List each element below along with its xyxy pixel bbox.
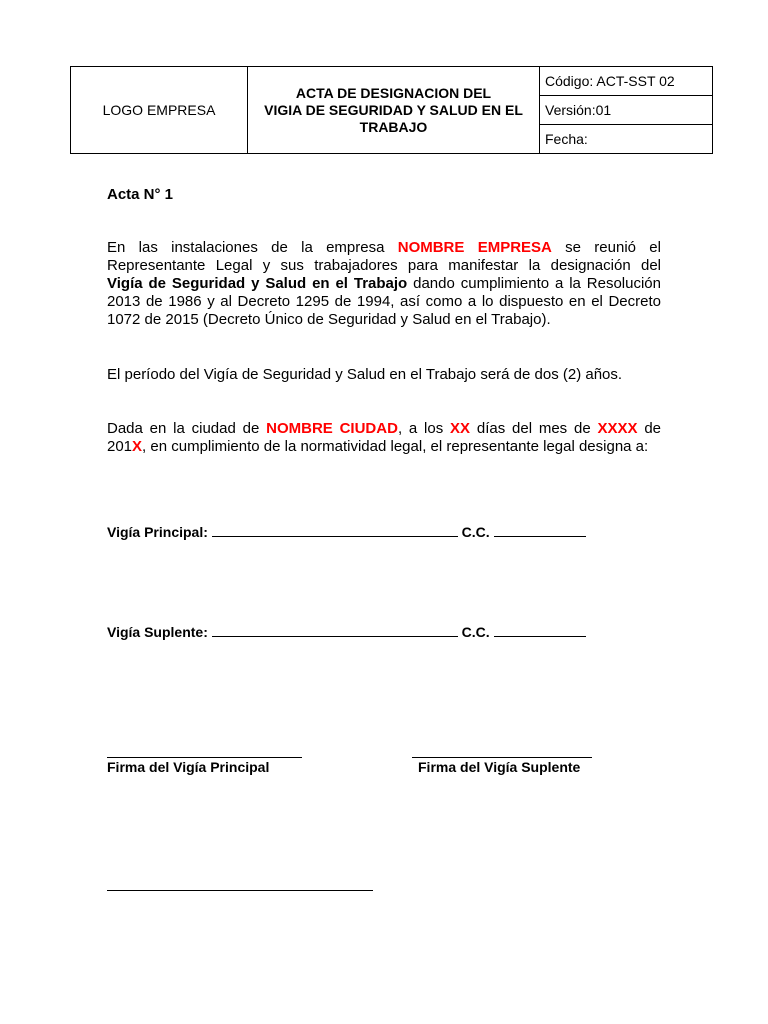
- text-segment: , en cumplimiento de la normatividad legal, el representante legal designa a:: [142, 438, 649, 455]
- firma-principal-line[interactable]: [107, 757, 302, 758]
- vigia-principal-label: Vigía Principal:: [107, 524, 208, 540]
- vigia-suplente-cc-blank[interactable]: [494, 624, 586, 637]
- paragraph-date-line-1: [107, 420, 661, 438]
- text-segment: días del mes de: [476, 420, 591, 437]
- paragraph-intro: [107, 239, 661, 329]
- representante-signature-line[interactable]: [107, 890, 373, 891]
- text-segment: , a los: [397, 420, 444, 437]
- paragraph-period: El período del Vigía de Seguridad y Salud en el Trabajo será de dos (2) años.: [107, 366, 623, 383]
- year-placeholder: X: [132, 438, 143, 455]
- fecha-text: Fecha:: [545, 131, 588, 147]
- text-segment: se reunió el: [565, 239, 661, 256]
- paragraph-date: [107, 420, 661, 456]
- document-title: [248, 67, 540, 154]
- title-line-3: TRABAJO: [359, 118, 428, 135]
- acta-number: Acta N° 1: [107, 186, 174, 203]
- text-segment: de: [644, 420, 662, 437]
- version-text: Versión:01: [545, 102, 612, 118]
- header-table: [70, 66, 713, 154]
- paragraph-intro-line-1: [107, 239, 661, 257]
- version-cell: [540, 96, 713, 125]
- logo-text: LOGO EMPRESA: [102, 102, 216, 118]
- text-segment: dando cumplimiento a la Resolución: [413, 275, 661, 292]
- text-segment: Dada en la ciudad de: [107, 420, 260, 437]
- text-segment: En las instalaciones de la empresa: [107, 239, 385, 256]
- codigo-cell: [540, 67, 713, 96]
- fecha-cell: [540, 125, 713, 154]
- firma-principal-label: Firma del Vigía Principal: [107, 759, 270, 775]
- cc-label: C.C.: [461, 624, 490, 640]
- paragraph-intro-line-5: 1072 de 2015 (Decreto Único de Seguridad y Salud en el Trabajo).: [107, 311, 551, 328]
- cc-label: C.C.: [461, 524, 490, 540]
- vigia-principal-cc-blank[interactable]: [494, 524, 586, 537]
- codigo-text: Código: ACT-SST 02: [545, 73, 675, 89]
- paragraph-intro-line-4: 2013 de 1986 y al Decreto 1295 de 1994, así como a lo dispuesto en el Decreto: [107, 293, 661, 310]
- paragraph-intro-line-3: [107, 275, 661, 293]
- vigia-principal-name-blank[interactable]: [212, 524, 458, 537]
- days-placeholder: XX: [450, 420, 471, 437]
- month-placeholder: XXXX: [597, 420, 638, 437]
- paragraph-intro-line-2: Representante Legal y sus trabajadores para manifestar la designación del: [107, 257, 661, 274]
- title-line-2: VIGIA DE SEGURIDAD Y SALUD EN EL: [264, 101, 523, 118]
- vigia-suplente-label: Vigía Suplente:: [107, 624, 208, 640]
- title-line-1: ACTA DE DESIGNACION DEL: [295, 84, 492, 101]
- logo-placeholder: [71, 67, 248, 154]
- paragraph-date-line-2: [107, 438, 661, 456]
- year-prefix: 201: [107, 438, 133, 455]
- firma-suplente-line[interactable]: [412, 757, 592, 758]
- city-name-placeholder: NOMBRE CIUDAD: [266, 420, 398, 437]
- company-name-placeholder: NOMBRE EMPRESA: [397, 239, 552, 256]
- vigia-suplente-name-blank[interactable]: [212, 624, 458, 637]
- vigia-suplente-row: [107, 624, 586, 640]
- vigia-principal-row: [107, 524, 586, 540]
- firma-suplente-label: Firma del Vigía Suplente: [418, 759, 581, 775]
- vigia-title-bold: Vigía de Seguridad y Salud en el Trabajo: [107, 275, 408, 292]
